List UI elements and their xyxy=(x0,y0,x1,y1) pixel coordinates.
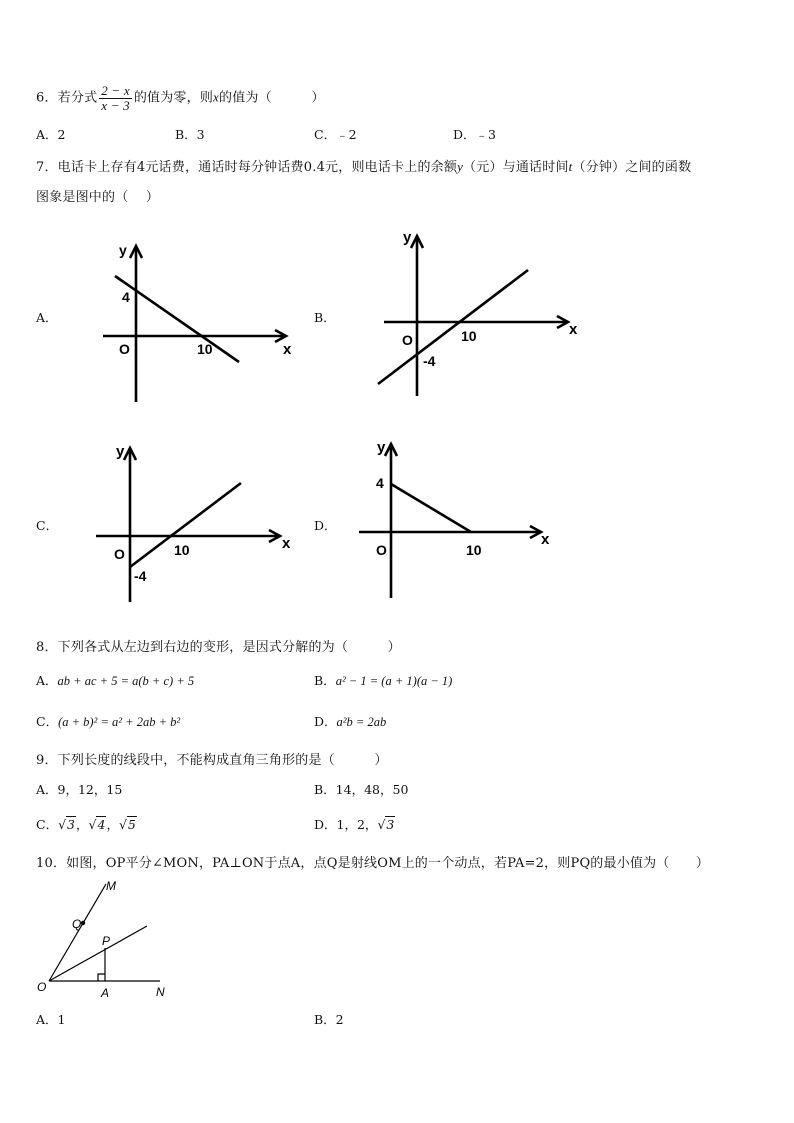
q9-d-sqrt: √3 xyxy=(377,817,395,832)
q7-option-d-label[interactable]: D． xyxy=(314,518,337,533)
q7-rate: 0.4 xyxy=(303,160,326,175)
q10-ray-om xyxy=(49,884,106,981)
q9-c-sep-2: ， xyxy=(106,817,119,832)
q7-text-e: （分钟）之间的函数 xyxy=(572,160,692,175)
graph-d-ten: 10 xyxy=(466,542,482,558)
graph-d-four: 4 xyxy=(376,475,384,491)
graph-a-x-label: x xyxy=(283,341,292,358)
q8-option-b[interactable] xyxy=(314,671,452,689)
q9-option-c[interactable] xyxy=(36,815,137,833)
q10-right-angle-mark xyxy=(98,974,105,981)
q7-option-c-label[interactable]: C． xyxy=(36,518,59,533)
q10-label-a: A xyxy=(101,986,110,1000)
graph-b-x-label: x xyxy=(569,321,578,338)
graph-b-function-line xyxy=(378,270,528,384)
q8-option-c-label: C． xyxy=(36,714,59,729)
graph-b-y-label: y xyxy=(403,229,412,246)
graph-d-y-label: y xyxy=(377,439,386,456)
q6-option-b[interactable]: B．3 xyxy=(175,127,205,142)
q10-stem: 10．如图，OP平分∠MON，PA⊥ON于点A，点Q是射线OM上的一个动点，若PA=2，则PQ的最小值为（ ） xyxy=(36,856,710,871)
q7-var-t: t xyxy=(568,159,573,174)
graph-a-function-line xyxy=(115,276,239,362)
q7-text-c: 元，则电话卡上的余额 xyxy=(325,160,458,175)
q6-fraction xyxy=(99,84,132,112)
q8-option-d-label: D． xyxy=(314,714,337,729)
graph-a-four: 4 xyxy=(122,289,130,305)
q9-c-sep-1: ， xyxy=(76,817,89,832)
q9-option-b[interactable]: B．14，48，50 xyxy=(314,782,409,797)
graph-b-neg-four: -4 xyxy=(423,353,436,369)
q9-c-sqrt-3: √5 xyxy=(118,817,136,832)
q9-d-radicand: 3 xyxy=(386,817,395,832)
q7-stem-line2: 图象是图中的（ ） xyxy=(36,190,160,205)
graph-a-origin: O xyxy=(119,341,130,357)
q10-ray-op xyxy=(49,926,147,981)
graph-c-x-label: x xyxy=(282,535,291,552)
q7-graph-b xyxy=(372,226,587,406)
q9-c-sqrt-2: √4 xyxy=(88,817,106,832)
q8-option-b-expr: a² − 1 = (a + 1)(a − 1) xyxy=(335,674,453,688)
q8-option-a-label: A． xyxy=(36,673,58,688)
q7-graph-a xyxy=(95,236,300,406)
q7-var-y: y xyxy=(457,159,464,174)
q6-frac-numerator: 2 − x xyxy=(101,83,130,98)
q9-option-c-label: C． xyxy=(36,817,59,832)
graph-d-x-label: x xyxy=(541,531,550,548)
q9-c-radicand-1: 3 xyxy=(67,817,75,832)
graph-c-y-label: y xyxy=(116,443,125,460)
q9-c-radicand-3: 5 xyxy=(127,817,136,832)
q8-option-a[interactable] xyxy=(36,671,194,689)
q8-option-a-expr: ab + ac + 5 = a(b + c) + 5 xyxy=(57,674,195,688)
q7-stem-line1 xyxy=(36,156,691,175)
graph-d-function-line xyxy=(391,484,471,532)
q9-option-d-label: D．1，2， xyxy=(314,817,378,832)
q6-frac-denominator: x − 3 xyxy=(101,97,130,113)
q9-stem: 9．下列长度的线段中，不能构成直角三角形的是（ ） xyxy=(36,753,388,768)
q8-stem: 8．下列各式从左边到右边的变形，是因式分解的为（ ） xyxy=(36,640,401,655)
q6-suffix-a: 的值为零，则 xyxy=(133,90,214,106)
q10-label-p: P xyxy=(102,934,111,948)
q10-label-m: M xyxy=(106,879,116,893)
q7-option-b-label[interactable]: B． xyxy=(314,310,336,325)
q10-point-q xyxy=(81,921,85,925)
q10-option-b[interactable]: B．2 xyxy=(314,1012,344,1027)
q8-option-c-expr: (a + b)² = a² + 2ab + b² xyxy=(58,715,181,729)
q7-graph-d xyxy=(355,436,570,601)
q8-option-d-expr: a²b = 2ab xyxy=(336,715,387,729)
graph-a-ten: 10 xyxy=(197,341,213,357)
q8-option-c[interactable] xyxy=(36,712,180,730)
q8-option-b-label: B． xyxy=(314,673,336,688)
q6-prefix: 6．若分式 xyxy=(36,90,98,106)
q7-text-d: （元）与通话时间 xyxy=(463,160,569,175)
q9-c-radicand-2: 4 xyxy=(97,817,106,832)
q10-label-o: O xyxy=(37,980,47,994)
q7-text-b: 元话费，通话时每分钟话费 xyxy=(145,160,304,175)
q6-suffix-b: 的值为（ ） xyxy=(219,90,325,106)
q10-figure xyxy=(34,876,174,1004)
q10-option-a[interactable]: A．1 xyxy=(36,1012,66,1027)
q7-option-a-label[interactable]: A． xyxy=(36,310,58,325)
graph-d-origin: O xyxy=(376,542,387,558)
q7-graph-c xyxy=(92,440,307,605)
graph-c-ten: 10 xyxy=(174,542,190,558)
graph-c-neg-four: -4 xyxy=(134,568,147,584)
q10-label-q: Q xyxy=(72,917,82,931)
q6-var: x xyxy=(213,89,220,105)
graph-a-y-label: y xyxy=(119,242,127,258)
q9-c-sqrt-1: √3 xyxy=(58,817,75,832)
q6-stem xyxy=(36,84,325,112)
q6-option-d[interactable]: D．﹣3 xyxy=(453,127,496,142)
graph-c-origin: O xyxy=(114,546,125,562)
q6-option-a[interactable]: A．2 xyxy=(36,127,66,142)
q9-option-a[interactable]: A．9，12，15 xyxy=(36,782,123,797)
q8-option-d[interactable] xyxy=(314,712,386,730)
graph-b-ten: 10 xyxy=(461,328,477,344)
q9-option-d[interactable] xyxy=(314,815,395,833)
graph-b-origin: O xyxy=(402,332,413,348)
q6-option-c[interactable]: C．﹣2 xyxy=(314,127,357,142)
q7-text-a: 7．电话卡上存有 xyxy=(36,160,137,175)
q7-amount: 4 xyxy=(136,160,146,175)
q10-label-n: N xyxy=(156,985,165,999)
